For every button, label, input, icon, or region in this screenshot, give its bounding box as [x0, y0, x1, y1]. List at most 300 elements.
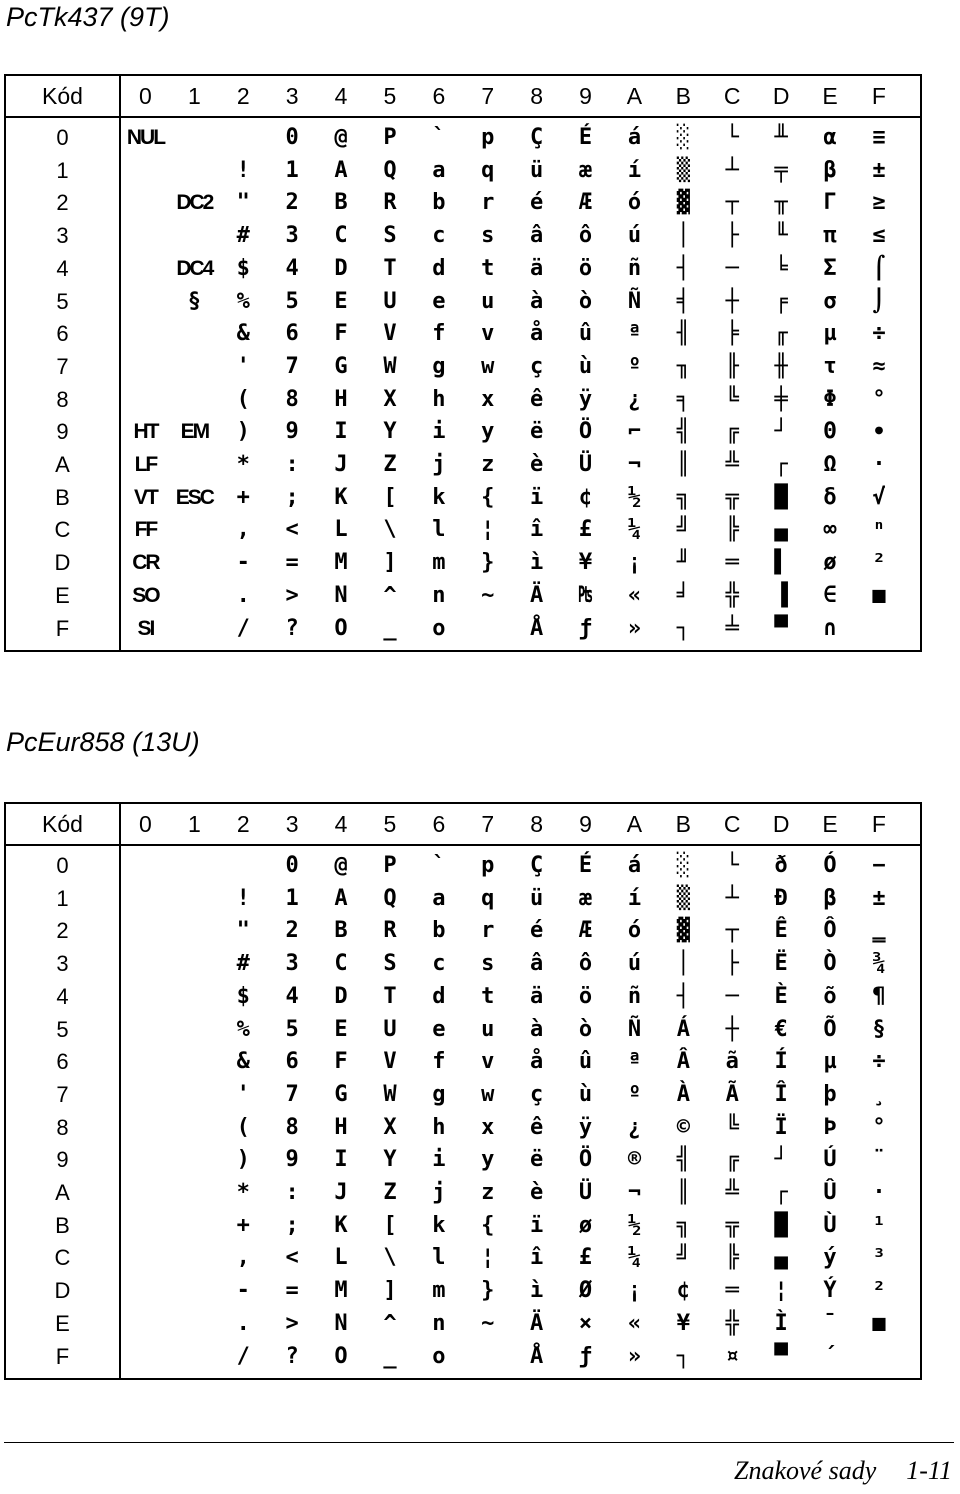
- charset-table-pceur858: [4, 802, 922, 1380]
- char-cell: ): [236, 419, 250, 445]
- char-cell: ^: [383, 582, 397, 608]
- char-cell: [170, 1014, 219, 1046]
- char-cell: !: [236, 157, 250, 183]
- char-cell: Q: [383, 157, 397, 183]
- char-cell: ▄: [774, 1245, 788, 1271]
- char-cell: ƒ: [578, 1343, 593, 1369]
- char-cell: ┴: [725, 157, 739, 183]
- char-cell: Å: [530, 1343, 544, 1369]
- char-cell: p: [481, 125, 495, 150]
- char-cell: P: [383, 853, 397, 878]
- char-cell: ¬: [627, 452, 642, 477]
- char-cell: DC4: [176, 256, 213, 280]
- char-cell: à: [530, 288, 544, 314]
- char-cell: Â: [676, 1049, 690, 1075]
- char-cell: °: [872, 1114, 886, 1140]
- char-cell: ê: [530, 386, 544, 412]
- char-cell: ': [236, 353, 250, 379]
- char-cell: Ê: [774, 918, 788, 944]
- char-cell: ╧: [725, 615, 739, 641]
- char-cell: ¼: [627, 517, 642, 543]
- char-cell: r: [481, 190, 495, 216]
- char-cell: t: [481, 983, 495, 1009]
- char-cell: Í: [774, 1049, 788, 1075]
- char-cell: Ì: [774, 1310, 788, 1336]
- char-cell: t: [481, 255, 495, 281]
- row-header: 6: [56, 321, 69, 347]
- row-header: 2: [56, 190, 69, 216]
- char-cell: U: [383, 1016, 397, 1042]
- char-cell: ├: [725, 951, 739, 977]
- char-cell: ┼: [725, 1016, 739, 1042]
- char-cell: CR: [132, 551, 159, 575]
- char-cell: [121, 286, 170, 318]
- char-cell: ²: [872, 1278, 886, 1304]
- char-cell: 0: [285, 125, 299, 150]
- char-cell: @: [334, 125, 348, 150]
- char-cell: ?: [285, 615, 299, 641]
- column-header: 4: [334, 811, 348, 837]
- char-cell: █: [774, 1212, 788, 1238]
- char-cell: ¾: [872, 951, 886, 977]
- char-cell: Ø: [578, 1278, 593, 1304]
- char-cell: Ô: [823, 918, 837, 944]
- char-cell: ì: [530, 1278, 544, 1304]
- char-cell: u: [481, 288, 495, 314]
- char-cell: é: [530, 918, 544, 944]
- char-cell: Õ: [823, 1016, 837, 1042]
- char-cell: E: [334, 1016, 348, 1042]
- char-cell: É: [578, 125, 593, 150]
- char-cell: }: [481, 550, 495, 576]
- char-cell: ½: [627, 1212, 642, 1238]
- char-cell: ¼: [627, 1245, 642, 1271]
- char-cell: i: [432, 419, 446, 445]
- charset-table-pctk437: [4, 74, 922, 652]
- char-cell: ╫: [774, 353, 788, 379]
- char-cell: [121, 384, 170, 416]
- char-cell: %: [236, 1016, 250, 1042]
- char-cell: ¬: [627, 1180, 642, 1205]
- char-cell: ¹: [872, 1212, 886, 1238]
- char-cell: ý: [823, 1245, 837, 1271]
- char-cell: ): [236, 1147, 250, 1173]
- char-cell: ∈: [823, 582, 837, 608]
- char-cell: ═: [725, 550, 739, 576]
- char-cell: a: [432, 885, 446, 911]
- char-cell: ╠: [725, 1245, 739, 1271]
- char-cell: ▓: [676, 190, 690, 216]
- char-cell: ó: [627, 190, 642, 216]
- char-cell: Ω: [823, 452, 837, 477]
- column-header: 5: [383, 83, 397, 109]
- char-cell: M: [334, 1278, 348, 1304]
- char-cell: s: [481, 223, 495, 249]
- char-cell: &: [236, 321, 250, 347]
- row-header: 5: [56, 1016, 69, 1042]
- char-cell: [121, 1112, 170, 1144]
- char-cell: m: [432, 550, 446, 576]
- char-cell: ╝: [676, 517, 690, 543]
- char-cell: ╗: [676, 1212, 690, 1238]
- column-header: 2: [236, 811, 250, 837]
- column-header: 5: [383, 811, 397, 837]
- char-cell: Î: [774, 1081, 788, 1107]
- char-cell: δ: [823, 484, 837, 510]
- char-cell: ÷: [872, 1049, 886, 1075]
- char-cell: 1: [285, 157, 299, 183]
- char-cell: [121, 1144, 170, 1176]
- char-cell: u: [481, 1016, 495, 1042]
- char-cell: î: [530, 1245, 544, 1271]
- char-cell: ╔: [725, 419, 739, 445]
- char-cell: σ: [823, 288, 837, 314]
- char-cell: ¨: [872, 1147, 886, 1173]
- char-cell: «: [627, 1310, 642, 1336]
- char-cell: Ä: [530, 582, 544, 608]
- char-cell: è: [530, 452, 544, 477]
- char-cell: Ä: [530, 1310, 544, 1336]
- char-cell: ╚: [725, 386, 739, 412]
- char-cell: ï: [530, 484, 544, 510]
- char-cell: Ç: [530, 853, 544, 878]
- char-cell: O: [334, 1343, 348, 1369]
- char-cell: ≡: [872, 125, 886, 150]
- char-cell: Ü: [578, 1180, 593, 1205]
- char-cell: [170, 850, 219, 882]
- char-cell: f: [432, 321, 446, 347]
- char-cell: [170, 1079, 219, 1111]
- column-header: 1: [187, 83, 201, 109]
- char-cell: L: [334, 517, 348, 543]
- char-cell: 3: [285, 223, 299, 249]
- char-cell: ╜: [676, 550, 690, 576]
- char-cell: β: [823, 157, 837, 183]
- char-cell: [170, 948, 219, 980]
- char-cell: Φ: [823, 386, 837, 412]
- char-cell: w: [481, 1081, 495, 1107]
- char-cell: #: [236, 951, 250, 977]
- char-cell: ╔: [725, 1147, 739, 1173]
- row-header: 8: [56, 386, 69, 412]
- char-cell: ┬: [725, 190, 739, 216]
- char-cell: Z: [383, 452, 397, 477]
- char-cell: f: [432, 1049, 446, 1075]
- char-cell: π: [823, 223, 837, 249]
- char-cell: €: [774, 1016, 788, 1042]
- char-cell: å: [530, 321, 544, 347]
- char-cell: È: [774, 983, 788, 1009]
- char-cell: [: [383, 1212, 397, 1238]
- column-header: 3: [285, 83, 299, 109]
- char-cell: ¢: [578, 484, 593, 510]
- char-cell: ]: [383, 1278, 397, 1304]
- char-cell: ²: [872, 550, 886, 576]
- char-cell: M: [334, 550, 348, 576]
- char-cell: EM: [180, 420, 209, 444]
- char-cell: $: [236, 983, 250, 1009]
- char-cell: [121, 220, 170, 252]
- char-cell: ╒: [774, 288, 788, 314]
- column-header: 3: [285, 811, 299, 837]
- char-cell: ï: [530, 1212, 544, 1238]
- table-2-title: PcEur858 (13U): [6, 727, 200, 757]
- table-1-title: PcTk437 (9T): [6, 2, 170, 32]
- char-cell: ⌐: [627, 419, 642, 445]
- char-cell: ┘: [774, 419, 788, 445]
- char-cell: y: [481, 1147, 495, 1173]
- char-cell: ,: [236, 1245, 250, 1271]
- page-footer: [704, 1456, 952, 1486]
- char-cell: X: [383, 386, 397, 412]
- char-cell: H: [334, 386, 348, 412]
- char-cell: ┐: [676, 1343, 690, 1369]
- char-cell: Ö: [578, 419, 593, 445]
- char-cell: Ü: [578, 452, 593, 477]
- column-header: 6: [432, 811, 446, 837]
- char-cell: D: [334, 983, 348, 1009]
- char-cell: n: [432, 582, 446, 608]
- char-cell: ö: [578, 255, 593, 281]
- char-cell: ;: [285, 484, 299, 510]
- char-cell: b: [432, 918, 446, 944]
- char-cell: Å: [530, 615, 544, 641]
- char-cell: [121, 1014, 170, 1046]
- char-cell: ´: [823, 1343, 837, 1369]
- char-cell: +: [236, 484, 250, 510]
- column-header: F: [871, 83, 886, 109]
- char-cell: 2: [285, 918, 299, 944]
- row-header: F: [55, 1343, 70, 1369]
- char-cell: Ö: [578, 1147, 593, 1173]
- char-cell: >: [285, 582, 299, 608]
- char-cell: Ù: [823, 1212, 837, 1238]
- char-cell: ∙: [872, 419, 886, 445]
- char-cell: O: [334, 615, 348, 641]
- char-cell: g: [432, 1081, 446, 1107]
- char-cell: k: [432, 1212, 446, 1238]
- char-cell: Ò: [823, 951, 837, 977]
- row-header: C: [54, 517, 71, 543]
- char-cell: v: [481, 321, 495, 347]
- column-header: E: [822, 811, 838, 837]
- char-cell: µ: [823, 1049, 837, 1075]
- char-cell: ú: [627, 951, 642, 977]
- row-header: B: [55, 484, 70, 510]
- char-cell: ?: [285, 1343, 299, 1369]
- char-cell: º: [627, 353, 642, 379]
- column-header: 6: [432, 83, 446, 109]
- char-cell: ∩: [823, 615, 837, 641]
- char-cell: ⌠: [872, 255, 886, 281]
- char-cell: ø: [823, 550, 837, 576]
- column-header: 4: [334, 83, 348, 109]
- char-cell: >: [285, 1310, 299, 1336]
- char-cell: ╦: [725, 484, 739, 510]
- char-cell: Ñ: [627, 288, 642, 314]
- char-cell: o: [432, 615, 446, 641]
- char-cell: ç: [530, 1081, 544, 1107]
- char-cell: ô: [578, 951, 593, 977]
- row-header: 1: [56, 885, 69, 911]
- char-cell: n: [432, 1310, 446, 1336]
- column-header: B: [675, 811, 691, 837]
- char-cell: ║: [676, 1180, 690, 1205]
- column-header: C: [723, 83, 741, 109]
- char-cell: -: [236, 1278, 250, 1304]
- char-cell: «: [627, 582, 642, 608]
- char-cell: û: [578, 321, 593, 347]
- char-cell: NUL: [126, 126, 165, 149]
- char-cell: £: [578, 1245, 593, 1271]
- char-cell: 0: [285, 853, 299, 878]
- char-cell: *: [236, 1180, 250, 1205]
- char-cell: ╗: [676, 484, 690, 510]
- char-cell: =: [285, 550, 299, 576]
- char-cell: 4: [285, 983, 299, 1009]
- char-cell: (: [236, 386, 250, 412]
- char-cell: Y: [383, 1147, 397, 1173]
- char-cell: K: [334, 484, 348, 510]
- char-cell: b: [432, 190, 446, 216]
- char-cell: {: [481, 484, 495, 510]
- code-header: Kód: [42, 811, 83, 837]
- char-cell: N: [334, 1310, 348, 1336]
- char-cell: J: [334, 452, 348, 477]
- char-cell: R: [383, 918, 397, 944]
- char-cell: ³: [872, 1245, 886, 1271]
- char-cell: ESC: [175, 485, 213, 509]
- char-cell: +: [236, 1212, 250, 1238]
- footer-page-number: 1-11: [906, 1456, 952, 1485]
- char-cell: ê: [530, 1114, 544, 1140]
- char-cell: á: [627, 853, 642, 878]
- char-cell: ¿: [627, 386, 642, 412]
- row-header: A: [55, 452, 70, 477]
- char-cell: ¡: [627, 1278, 642, 1304]
- char-cell: B: [334, 190, 348, 216]
- char-cell: x: [481, 386, 495, 412]
- char-cell: [121, 1210, 170, 1242]
- char-cell: Ý: [823, 1278, 837, 1304]
- char-cell: h: [432, 1114, 446, 1140]
- char-cell: VT: [134, 485, 157, 509]
- char-cell: _: [383, 1343, 397, 1369]
- char-cell: ‗: [872, 918, 886, 944]
- char-cell: [170, 122, 219, 154]
- char-cell: └: [725, 125, 739, 150]
- char-cell: V: [383, 321, 397, 347]
- column-header: 9: [579, 811, 592, 837]
- char-cell: J: [334, 1180, 348, 1205]
- char-cell: I: [334, 1147, 348, 1173]
- char-cell: Æ: [578, 190, 593, 216]
- char-cell: ì: [530, 550, 544, 576]
- char-cell: [170, 514, 219, 546]
- char-cell: S: [383, 223, 397, 249]
- char-cell: p: [481, 853, 495, 878]
- char-cell: ¿: [627, 1114, 642, 1140]
- char-cell: Γ: [823, 190, 837, 216]
- char-cell: [170, 915, 219, 947]
- char-cell: Θ: [823, 419, 837, 445]
- char-cell: Z: [383, 1180, 397, 1205]
- char-cell: ▌: [774, 550, 788, 576]
- char-cell: [121, 850, 170, 882]
- char-cell: ó: [627, 918, 642, 944]
- char-cell: ╚: [725, 1114, 739, 1140]
- char-cell: ¯: [823, 1310, 837, 1336]
- char-cell: Ð: [774, 885, 788, 911]
- char-cell: [121, 948, 170, 980]
- char-cell: [121, 187, 170, 219]
- char-cell: ®: [627, 1147, 642, 1173]
- char-cell: ░: [676, 853, 690, 878]
- char-cell: G: [334, 1081, 348, 1107]
- char-cell: ø: [578, 1212, 593, 1238]
- char-cell: ×: [578, 1310, 593, 1336]
- char-cell: à: [530, 1016, 544, 1042]
- char-cell: j: [432, 1180, 446, 1205]
- char-cell: `: [432, 853, 446, 878]
- char-cell: T: [383, 983, 397, 1009]
- char-cell: I: [334, 419, 348, 445]
- char-cell: ╝: [676, 1245, 690, 1271]
- char-cell: ±: [872, 885, 886, 911]
- row-header: 9: [56, 419, 69, 445]
- char-cell: ¡: [627, 550, 642, 576]
- row-header: 4: [56, 255, 69, 281]
- char-cell: ã: [725, 1049, 739, 1075]
- char-cell: _: [383, 615, 397, 641]
- char-cell: [121, 1177, 170, 1209]
- char-cell: [170, 1046, 219, 1078]
- char-cell: ò: [578, 288, 593, 314]
- char-cell: y: [481, 419, 495, 445]
- char-cell: ±: [872, 157, 886, 183]
- char-cell: =: [285, 1278, 299, 1304]
- column-header: 8: [530, 83, 544, 109]
- char-cell: ╕: [676, 386, 690, 412]
- char-cell: ~: [481, 1310, 495, 1336]
- char-cell: ╡: [676, 288, 690, 314]
- char-cell: [170, 1308, 219, 1340]
- column-header: C: [723, 811, 741, 837]
- char-cell: !: [236, 885, 250, 911]
- char-cell: ─: [725, 255, 739, 281]
- char-cell: ñ: [627, 983, 642, 1009]
- char-cell: æ: [578, 885, 593, 911]
- column-header: 7: [481, 83, 495, 109]
- char-cell: C: [334, 951, 348, 977]
- char-cell: r: [481, 918, 495, 944]
- char-cell: ┌: [774, 1180, 788, 1205]
- char-cell: %: [236, 288, 250, 314]
- row-header: B: [55, 1212, 70, 1238]
- char-cell: .: [236, 1310, 250, 1336]
- char-cell: Û: [823, 1180, 837, 1205]
- char-cell: ┬: [725, 918, 739, 944]
- char-cell: ¥: [676, 1310, 690, 1336]
- char-cell: ": [236, 918, 250, 944]
- char-cell: [170, 1177, 219, 1209]
- char-cell: ·: [872, 1180, 886, 1205]
- char-cell: £: [578, 517, 593, 543]
- char-cell: [121, 155, 170, 187]
- char-cell: â: [530, 951, 544, 977]
- char-cell: ┼: [725, 288, 739, 314]
- char-cell: ┴: [725, 885, 739, 911]
